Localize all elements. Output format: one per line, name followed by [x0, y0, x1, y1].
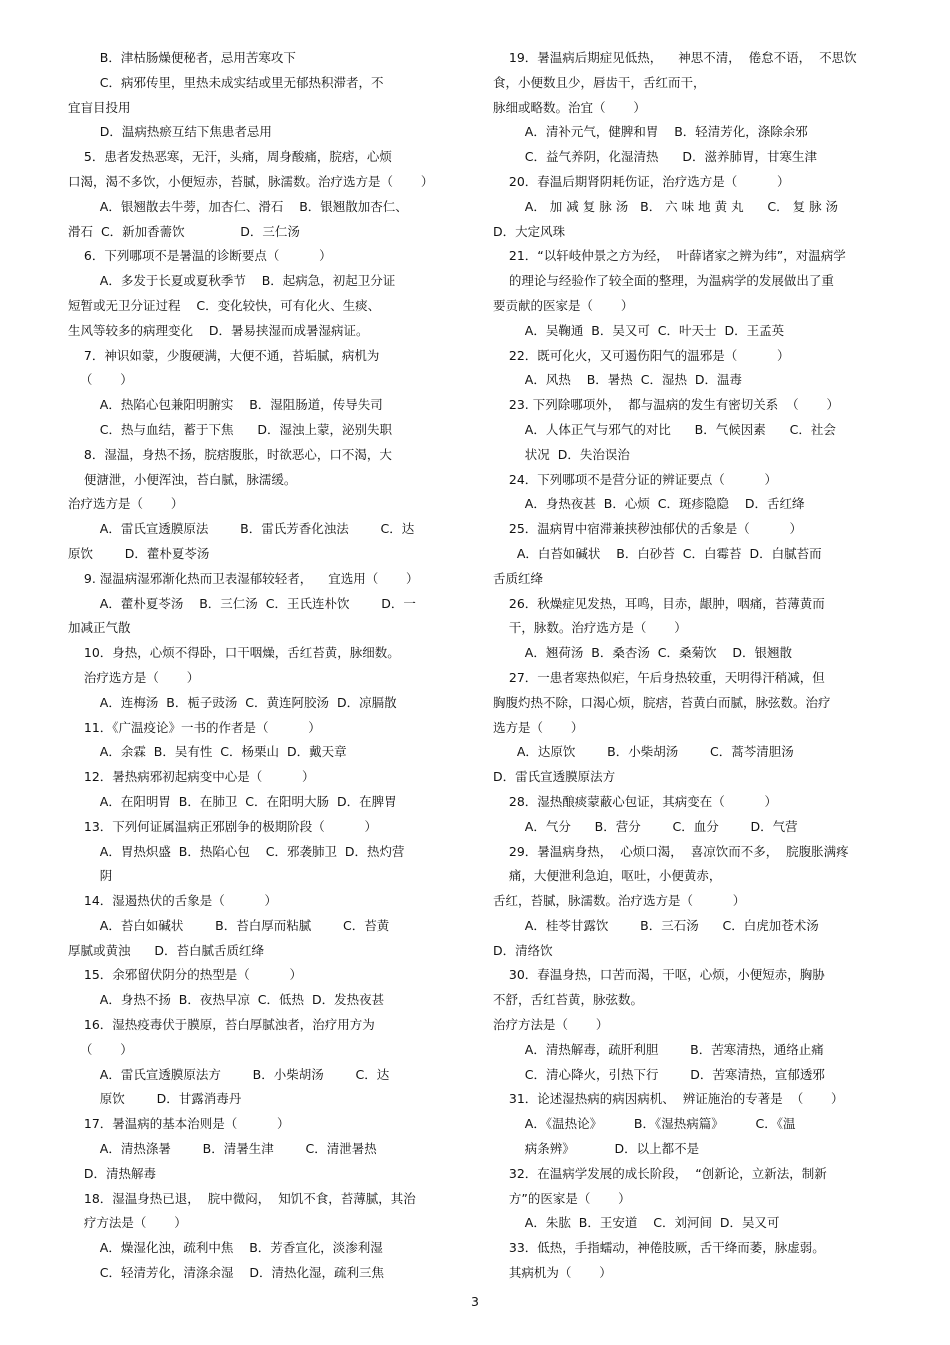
- text-line: 20．春温后期肾阴耗伤证，治疗选方是（ ）: [493, 173, 790, 189]
- text-line: A．达原饮 B．小柴胡汤 C．蒿芩清胆汤: [493, 744, 794, 760]
- text-line: 要贡献的医家是（ ）: [493, 297, 634, 313]
- text-line: 滑石 C．新加香薷饮 D．三仁汤: [68, 223, 300, 239]
- text-line: 其病机为（ ）: [493, 1265, 612, 1281]
- text-line: 7．神识如蒙，少腹硬满，大便不通，苔垢腻，病机为: [68, 347, 380, 363]
- text-line: 14．湿遏热伏的舌象是（ ）: [68, 893, 278, 909]
- text-line: 18．湿温身热已退， 脘中微闷， 知饥不食，苔薄腻，其治: [68, 1190, 416, 1206]
- text-line: 29．暑温病身热， 心烦口渴， 喜凉饮而不多， 脘腹胀满疼: [493, 843, 849, 859]
- text-line: 21．“以轩岐仲景之方为经， 叶薛诸家之辨为纬”，对温病学: [493, 248, 846, 264]
- text-line: 30．春温身热，口苦而渴，干呕，心烦，小便短赤，胸胁: [493, 967, 825, 983]
- text-line: A．身热不扬 B．夜热早凉 C．低热 D．发热夜甚: [68, 992, 385, 1008]
- text-line: 12．暑热病邪初起病变中心是（ ）: [68, 769, 315, 785]
- text-line: A．燥湿化浊，疏利中焦 B．芳香宣化，淡渗利湿: [68, 1240, 383, 1256]
- text-line: A．《温热论》 B．《湿热病篇》 C．《温: [493, 1116, 796, 1132]
- text-line: 原饮 D．藿朴夏苓汤: [68, 545, 210, 561]
- text-line: 6．下列哪项不是暑温的诊断要点（ ）: [68, 248, 332, 264]
- text-line: A．连梅汤 B．栀子豉汤 C．黄连阿胶汤 D．凉膈散: [68, 694, 397, 710]
- text-line: A．人体正气与邪气的对比 B．气候因素 C．社会: [493, 421, 836, 437]
- text-line: D．温病热瘀互结下焦患者忌用: [68, 124, 272, 140]
- text-line: 疗方法是（ ）: [68, 1215, 187, 1231]
- text-line: A．白苔如碱状 B．白砂苔 C．白霉苔 D．白腻苔而: [493, 545, 822, 561]
- text-line: （ ）: [68, 372, 133, 388]
- text-line: 25．温病胃中宿滞兼挟秽浊郁伏的舌象是（ ）: [493, 521, 803, 537]
- text-line: C．热与血结，蓄于下焦 D．湿浊上蒙，泌别失职: [68, 421, 392, 437]
- text-line: 治疗选方是（ ）: [68, 669, 200, 685]
- text-line: A．银翘散去牛蒡，加杏仁、滑石 B．银翘散加杏仁、: [68, 198, 408, 214]
- text-line: A．在阳明胃 B．在肺卫 C．在阳明大肠 D．在脾胃: [68, 793, 397, 809]
- text-line: 干，脉数。治疗选方是（ ）: [493, 620, 687, 636]
- text-line: 痛，大便泄利急迫，呕吐，小便黄赤，: [493, 868, 722, 884]
- text-line: 舌质红绛: [493, 570, 544, 586]
- text-line: 选方是（ ）: [493, 719, 584, 735]
- text-line: 方”的医家是（ ）: [493, 1190, 631, 1206]
- text-line: 8．湿温，身热不扬，脘痞腹胀，时欲恶心，口不渴，大: [68, 446, 392, 462]
- text-line: （ ）: [68, 1041, 133, 1057]
- text-line: 治疗选方是（ ）: [68, 496, 184, 512]
- text-line: A．桂苓甘露饮 B．三石汤 C．白虎加苍术汤: [493, 917, 819, 933]
- text-line: A．雷氏宣透膜原法 B．雷氏芳香化浊法 C．达: [68, 521, 415, 537]
- text-line: 26．秋燥症见发热，耳鸣，目赤，龈肿，咽痛，苔薄黄而: [493, 595, 825, 611]
- text-line: 舌红，苔腻，脉濡数。治疗选方是（ ）: [493, 893, 746, 909]
- text-line: A．气分 B．营分 C．血分 D．气营: [493, 818, 798, 834]
- text-line: A．风热 B．暑热 C．湿热 D．温毒: [493, 372, 743, 388]
- text-line: 状况 D．失治误治: [493, 446, 630, 462]
- text-line: 31．论述湿热病的病因病机、 辨证施治的专著是 （ ）: [493, 1091, 844, 1107]
- text-line: 原饮 D．甘露消毒丹: [68, 1091, 242, 1107]
- text-line: 22．既可化火，又可遏伤阳气的温邪是（ ）: [493, 347, 790, 363]
- text-line: 13．下列何证属温病正邪剧争的极期阶段（ ）: [68, 818, 378, 834]
- text-line: C．轻清芳化，清涤余湿 D．清热化湿，疏利三焦: [68, 1265, 385, 1281]
- text-line: 短暂或无卫分证过程 C．变化较快，可有化火、生痰、: [68, 297, 381, 313]
- text-line: A．苔白如碱状 B．苔白厚而粘腻 C．苔黄: [68, 917, 390, 933]
- text-line: 口渴，渴不多饮，小便短赤，苔腻，脉濡数。治疗选方是（ ）: [68, 173, 434, 189]
- text-line: A．清补元气，健脾和胃 B．轻清芳化，涤除余邪: [493, 124, 808, 140]
- text-line: A．余霖 B．吴有性 C．杨栗山 D．戴天章: [68, 744, 347, 760]
- text-line: 33．低热，手指蠕动，神倦肢厥，舌干绛而萎，脉虚弱。: [493, 1240, 825, 1256]
- text-line: 治疗方法是（ ）: [493, 1017, 609, 1033]
- text-line: 病条辨》 D．以上都不是: [493, 1141, 700, 1157]
- text-line: A．吴鞠通 B．吴又可 C．叶天士 D．王孟英: [493, 322, 785, 338]
- text-line: 生风等较多的病理变化 D．暑易挟湿而成暑湿病证。: [68, 322, 369, 338]
- text-line: 16．湿热疫毒伏于膜原，苔白厚腻浊者，治疗用方为: [68, 1017, 375, 1033]
- text-line: 5．患者发热恶寒，无汗，头痛，周身酸痛，脘痞，心烦: [68, 149, 392, 165]
- text-line: D．雷氏宣透膜原法方: [493, 769, 616, 785]
- page-number: 3: [471, 1294, 479, 1309]
- text-line: 32．在温病学发展的成长阶段， “创新论，立新法，制新: [493, 1165, 827, 1181]
- text-line: 食，小便数且少，唇齿干，舌红而干，: [493, 74, 706, 90]
- left-column: [68, 46, 454, 1286]
- text-line: A．热陷心包兼阳明腑实 B．湿阻肠道，传导失司: [68, 397, 383, 413]
- text-line: 阴: [68, 868, 113, 884]
- right-column: [493, 46, 879, 1286]
- text-line: A．雷氏宣透膜原法方 B．小柴胡汤 C．达: [68, 1066, 390, 1082]
- text-line: 17．暑温病的基本治则是（ ）: [68, 1116, 290, 1132]
- text-line: 宜盲目投用: [68, 99, 131, 115]
- text-line: 24．下列哪项不是营分证的辨证要点（ ）: [493, 471, 778, 487]
- text-line: 厚腻或黄浊 D．苔白腻舌质红绛: [68, 942, 264, 958]
- text-line: A．藿朴夏苓汤 B．三仁汤 C．王氏连朴饮 D．一: [68, 595, 416, 611]
- text-line: 便溏泄，小便浑浊，苔白腻，脉濡缓。: [68, 471, 297, 487]
- text-line: A．翘荷汤 B．桑杏汤 C．桑菊饮 D．银翘散: [493, 645, 793, 661]
- text-line: A．身热夜甚 B．心烦 C．斑疹隐隐 D．舌红绛: [493, 496, 805, 512]
- text-line: 的理论与经验作了较全面的整理，为温病学的发展做出了重: [493, 273, 834, 289]
- text-line: A．朱肱 B．王安道 C．刘河间 D．吴又可: [493, 1215, 780, 1231]
- text-line: 不舒，舌红苔黄，脉弦数。: [493, 992, 644, 1008]
- text-line: D．清热解毒: [68, 1165, 157, 1181]
- text-line: C．病邪传里，里热未成实结或里无郁热积滞者，不: [68, 74, 384, 90]
- text-line: 15．余邪留伏阴分的热型是（ ）: [68, 967, 303, 983]
- text-line: 11．《广温疫论》一书的作者是（ ）: [68, 719, 321, 735]
- text-line: A．清热涤暑 B．清暑生津 C．清泄暑热: [68, 1141, 377, 1157]
- text-line: 28．湿热酿痰蒙蔽心包证，其病变在（ ）: [493, 793, 778, 809]
- text-line: A．胃热炽盛 B．热陷心包 C．邪袭肺卫 D．热灼营: [68, 843, 405, 859]
- text-line: 加减正气散: [68, 620, 131, 636]
- text-line: 9. 湿温病湿邪渐化热而卫表湿郁较轻者， 宜选用（ ）: [68, 570, 419, 586]
- text-line: 胸腹灼热不除，口渴心烦，脘痞，苔黄白而腻，脉弦数。治疗: [493, 694, 831, 710]
- text-line: D．清络饮: [493, 942, 553, 958]
- text-line: A．清热解毒，疏肝利胆 B．苦寒清热，通络止痛: [493, 1041, 824, 1057]
- text-line: A． 加 减 复 脉 汤 B． 六 味 地 黄 丸 C． 复 脉 汤: [493, 198, 839, 214]
- text-line: 19．暑温病后期症见低热， 神思不清， 倦怠不语， 不思饮: [493, 50, 857, 65]
- text-line: C．清心降火，引热下行 D．苦寒清热，宣郁透邪: [493, 1066, 825, 1082]
- text-line: 27．一患者寒热似疟，午后身热较重，天明得汗稍减，但: [493, 669, 825, 685]
- text-line: 10．身热，心烦不得卧，口干咽燥，舌红苔黄，脉细数。: [68, 645, 400, 661]
- text-line: C．益气养阴，化湿清热 D．滋养肺胃，甘寒生津: [493, 149, 817, 165]
- text-line: A．多发于长夏或夏秋季节 B．起病急，初起卫分证: [68, 273, 396, 289]
- text-line: B．津枯肠燥便秘者，忌用苦寒攻下: [68, 50, 296, 65]
- text-line: D．大定风珠: [493, 223, 566, 239]
- text-line: 23. 下列除哪项外， 都与温病的发生有密切关系 （ ）: [493, 397, 839, 413]
- text-line: 脉细或略数。治宜（ ）: [493, 99, 646, 115]
